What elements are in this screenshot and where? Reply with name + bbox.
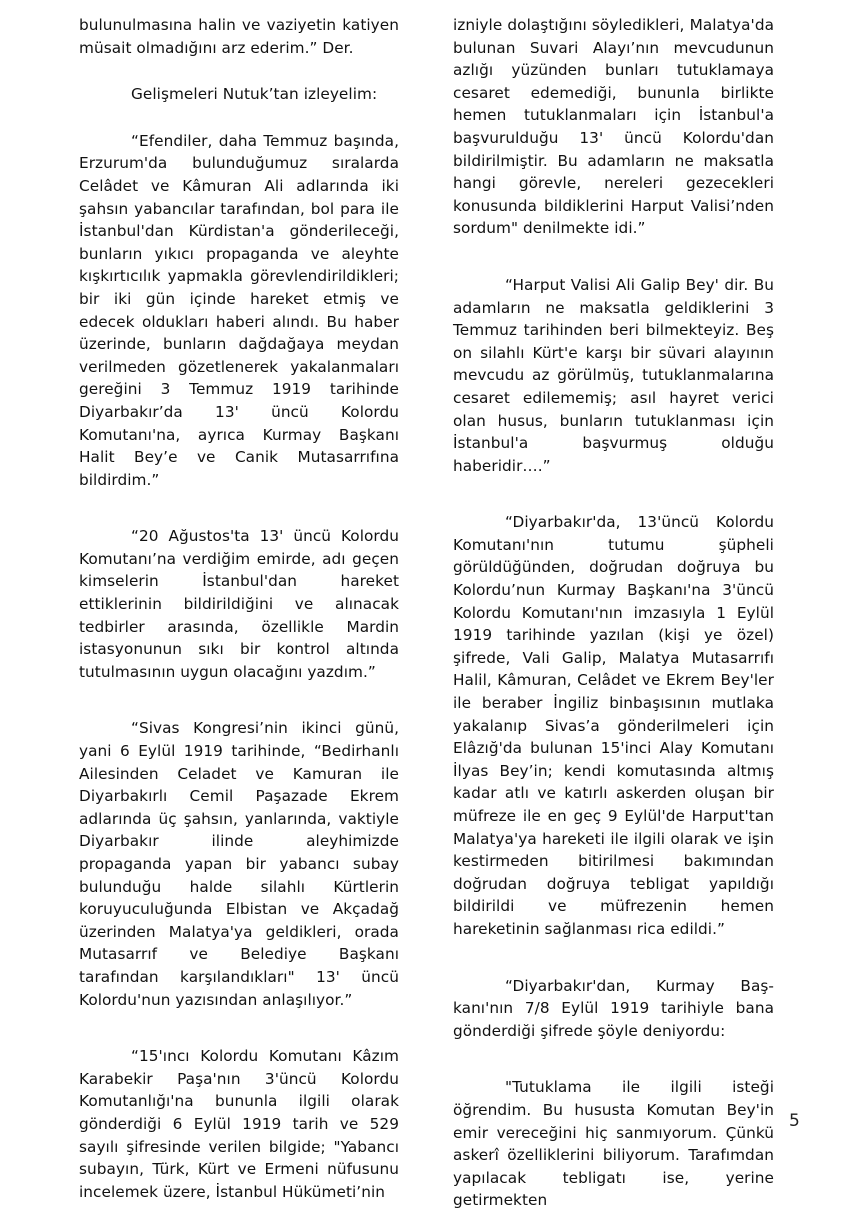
paragraph: izniyle dolaştığını söyledikleri, Malatya'da bulunan Suvari Alayı’nın mevcudunun azlığı yüzünden bunları tutuklamaya cesaret edemediği, bununla birlikte hemen tutuklanmaları için İstanbul'a başvurulduğu 13' üncü Kolordu'dan bildirilmiştir. Bu adamların ne maksatla hangi görevle, nereleri gezecekleri konusunda bildiklerini Harput Valisi’nden sordum" denilmekte idi.” — [453, 16, 774, 238]
page-number: 5 — [789, 1111, 800, 1131]
paragraph: “Efendiler, daha Temmuz başında, Erzurum'da bulunduğumuz sıralarda Celâdet ve Kâmuran Ali adlarında iki şahsın yabancılar tarafından, bol para ile İstanbul'dan Kürdistan'a gönderileceği, bunların yıkıcı propaganda ve aleyhte kışkırtıcılık yapmakla görevlendirildikleri; bir iki gün içinde hareket etmiş ve edecek oldukları haberi alındı. Bu haber üzerinde, bunların dağdağaya meydan verilmeden gözetlenerek yakalanmaları gereğini 3 Temmuz 1919 tarihinde Diyarbakır’da 13' üncü Kolordu Komutanı'na, ayrıca Kurmay Başkanı Halit Bey’e ve Canik Mutasarrıfına bildirdim.” — [79, 131, 399, 489]
paragraph: “Diyarbakır'da, 13'üncü Kolordu Komutanı'nın tutumu şüpheli görüldüğünden, doğrudan doğruya bu Kolordu’nun Kurmay Başkanı'na 3'üncü Kolordu Komutanı'nın imzasıyla 1 Eylül 1919 tarihinde yazılan (kişi ye özel) şifrede, Vali Galip, Malatya Mutasarrıfı Halil, Kâmuran, Celâdet ve Ekrem Bey'ler ile beraber İngiliz binbaşısının mutlaka yakalanıp Sivas’a gönderilmeleri için Elâzığ'da bulunan 15'inci Alay Komutanı İlyas Bey’in; kendi komutasında altmış kadar atlı ve katırlı askerden oluşan bir müfreze ile en geç 9 Eylül'de Harput'tan Malatya'ya hareketi ile ilgili olarak ve işin kestirmeden bitirilmesi bakımından doğrudan doğruya tebligat yapıldığı bildirildi ve müfrezenin hemen hareketinin sağlanması rica edildi.” — [453, 513, 774, 938]
paragraph: “15'ıncı Kolordu Komutanı Kâzım Karabekir Paşa'nın 3'üncü Kolordu Komutanlığı'na bununla ilgili olarak gönderdiği 6 Eylül 1919 tarih ve 529 sayılı şifresinde verilen bilgide; "Yabancı subayın, Türk, Kürt ve Ermeni nüfusunu incelemek üzere, İstanbul Hükümeti’nin — [79, 1047, 399, 1201]
paragraph: “20 Ağustos'ta 13' üncü Kolordu Komutanı’na verdiğim emirde, adı geçen kimselerin İstanbul'dan hareket ettiklerinin bildirildiğini ve alınacak tedbirler arasında, özellikle Mardin istasyonunun sıkı bir kontrol altında tutulmasının uygun olacağını yazdım.” — [79, 527, 399, 681]
paragraph: “Harput Valisi Ali Galip Bey' dir. Bu adamların ne maksatla geldiklerini 3 Temmuz tarihinden beri bilmekteyiz. Beş on silahlı Kürt'e karşı bir süvari alayının mevcudu az görülmüş, tutuklanmalarına cesaret edilememiş; asıl hayret verici olan husus, bunların tutuklanması için İstanbul'a başvurmuş olduğu haberidir….” — [453, 275, 774, 475]
paragraph: bulunulmasına halin ve vaziyetin katiyen müsait olmadığını arz ederim.” Der. — [79, 16, 399, 57]
paragraph: “Sivas Kongresi’nin ikinci günü, yani 6 Eylül 1919 tarihinde, “Bedirhanlı Ailesinden Celadet ve Kamuran ile Diyarbakırlı Cemil Paşazade Ekrem adlarında üç şahsın, yanlarında, vaktiyle Diyarbakır ilinde aleyhimizde propaganda yapan bir yabancı subay bulunduğu halde silahlı Kürtlerin koruyuculuğunda Elbistan ve Akçadağ üzerinden Malatya'ya geldikleri, orada Mutasarrıf ve Belediye Başkanı tarafından karşılandıkları" 13' üncü Kolordu'nun yazısından anlaşılıyor.” — [79, 719, 399, 1009]
paragraph: “Diyarbakır'dan, Kurmay Baş-kanı'nın 7/8 Eylül 1919 tarihiyle bana gönderdiği şifrede şöyle deniyordu: — [453, 976, 774, 1040]
right-column — [453, 14, 774, 1212]
paragraph: "Tutuklama ile ilgili isteği öğrendim. Bu hususta Komutan Bey'in emir vereceğini hiç sanmıyorum. Çünkü askerî özelliklerini biliyorum. Tarafımdan yapılacak tebligatı ise, yerine getirmekten — [453, 1078, 774, 1210]
paragraph: Gelişmeleri Nutuk’tan izleyelim: — [131, 85, 378, 104]
left-column — [79, 14, 399, 1203]
